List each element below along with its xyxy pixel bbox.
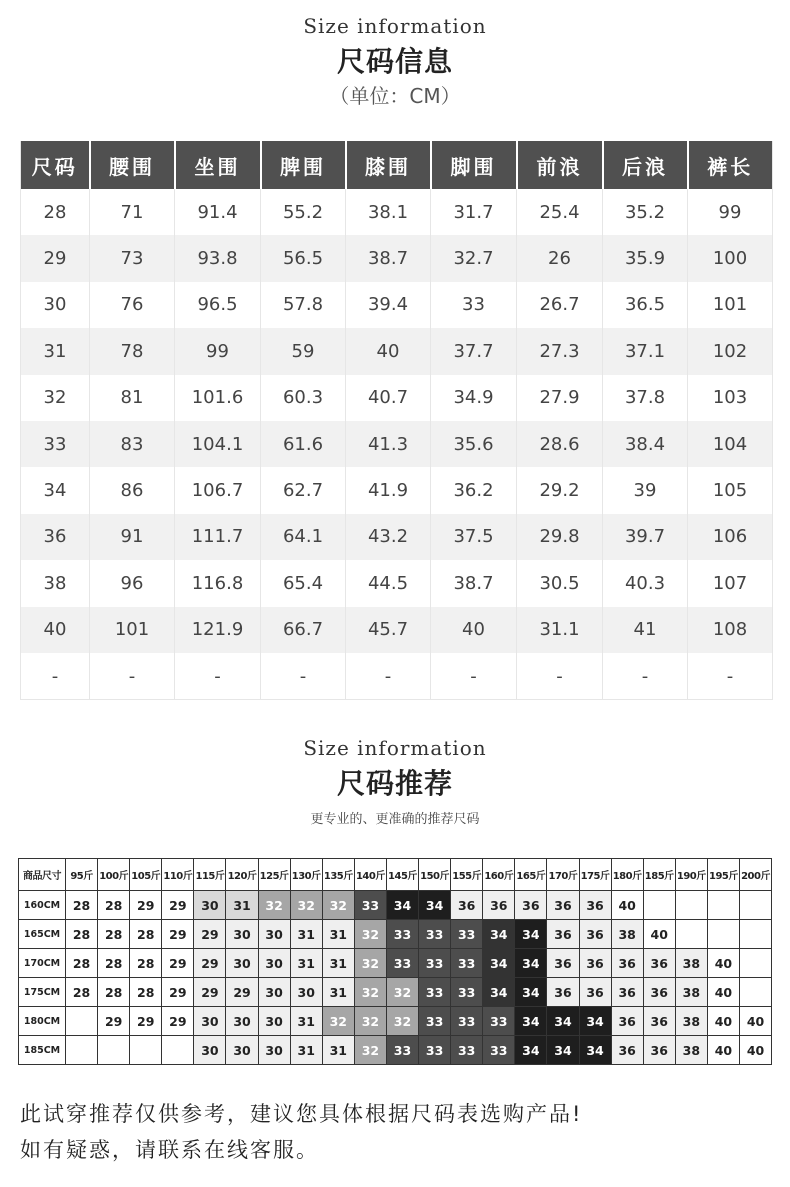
recommended-size-cell: 28 — [130, 978, 162, 1007]
table-cell: 40 — [21, 607, 90, 653]
table-cell: 26.7 — [517, 282, 603, 328]
recommended-size-cell: 36 — [579, 891, 611, 920]
section1-title-zh: 尺码信息 — [336, 45, 453, 78]
table-row — [19, 1007, 772, 1036]
table-cell: 38.7 — [346, 235, 431, 281]
table-cell: 55.2 — [261, 189, 346, 235]
height-label: 165CM — [19, 920, 66, 949]
recommended-size-cell — [643, 891, 675, 920]
size-table — [20, 141, 773, 700]
table-row — [21, 653, 773, 700]
table-cell: 32 — [21, 375, 90, 421]
table-cell: 41.3 — [346, 421, 431, 467]
table-row — [19, 920, 772, 949]
recommended-size-cell: 31 — [290, 920, 322, 949]
table-cell: 35.6 — [431, 421, 517, 467]
recommended-size-cell: 30 — [226, 949, 258, 978]
table-cell: 27.3 — [517, 328, 603, 374]
recommended-size-cell — [739, 949, 771, 978]
recommended-size-cell: 30 — [194, 1007, 226, 1036]
table-cell: 60.3 — [261, 375, 346, 421]
recommended-size-cell: 28 — [66, 978, 98, 1007]
recommended-size-cell: 33 — [419, 1036, 451, 1065]
table-cell: 25.4 — [517, 189, 603, 235]
table-cell: 35.9 — [603, 235, 688, 281]
table-cell: - — [517, 653, 603, 700]
table-cell: 40 — [431, 607, 517, 653]
recommendation-table-header — [19, 859, 772, 891]
weight-header-cell: 165斤 — [515, 859, 547, 891]
recommended-size-cell: 38 — [675, 1007, 707, 1036]
recommended-size-cell: 38 — [675, 949, 707, 978]
table-row — [21, 514, 773, 560]
table-cell: 31.7 — [431, 189, 517, 235]
table-cell: 36 — [21, 514, 90, 560]
size-table-header-cell: 后浪 — [603, 141, 688, 189]
table-row — [21, 421, 773, 467]
recommended-size-cell: 28 — [130, 949, 162, 978]
weight-header-cell: 125斤 — [258, 859, 290, 891]
recommended-size-cell: 32 — [386, 978, 418, 1007]
table-cell: 78 — [90, 328, 175, 374]
recommended-size-cell: 33 — [451, 1036, 483, 1065]
table-cell: 39 — [603, 467, 688, 513]
recommended-size-cell: 32 — [322, 891, 354, 920]
recommended-size-cell — [675, 891, 707, 920]
table-cell: 40.7 — [346, 375, 431, 421]
recommended-size-cell: 29 — [194, 949, 226, 978]
section2-title-zh: 尺码推荐 — [336, 767, 453, 800]
table-cell: 71 — [90, 189, 175, 235]
table-cell: 37.8 — [603, 375, 688, 421]
table-cell: 37.1 — [603, 328, 688, 374]
table-cell: 28.6 — [517, 421, 603, 467]
table-cell: 40 — [346, 328, 431, 374]
table-cell: 93.8 — [175, 235, 261, 281]
table-row — [21, 328, 773, 374]
table-cell: 38.4 — [603, 421, 688, 467]
section2-title-en: Size information — [303, 736, 487, 760]
table-row — [21, 282, 773, 328]
recommended-size-cell: 40 — [643, 920, 675, 949]
weight-header-cell: 170斤 — [547, 859, 579, 891]
recommended-size-cell — [98, 1036, 130, 1065]
table-row — [19, 1036, 772, 1065]
recommended-size-cell: 28 — [66, 949, 98, 978]
recommended-size-cell: 38 — [611, 920, 643, 949]
section1-title-en: Size information — [303, 14, 487, 38]
table-cell: 37.7 — [431, 328, 517, 374]
table-cell: 73 — [90, 235, 175, 281]
recommended-size-cell: 40 — [707, 978, 739, 1007]
weight-header-cell: 120斤 — [226, 859, 258, 891]
table-cell: 33 — [431, 282, 517, 328]
recommended-size-cell — [739, 891, 771, 920]
recommended-size-cell: 30 — [258, 949, 290, 978]
recommended-size-cell — [675, 920, 707, 949]
table-cell: 36.5 — [603, 282, 688, 328]
weight-header-cell: 95斤 — [66, 859, 98, 891]
table-cell: 76 — [90, 282, 175, 328]
table-cell: - — [688, 653, 773, 700]
table-cell: 106.7 — [175, 467, 261, 513]
recommended-size-cell: 29 — [194, 978, 226, 1007]
height-label: 175CM — [19, 978, 66, 1007]
size-table-header — [21, 141, 773, 189]
table-cell: 59 — [261, 328, 346, 374]
weight-header-cell: 185斤 — [643, 859, 675, 891]
size-table-header-cell: 脾围 — [261, 141, 346, 189]
recommended-size-cell: 30 — [226, 1007, 258, 1036]
recommended-size-cell: 31 — [322, 920, 354, 949]
table-cell: 27.9 — [517, 375, 603, 421]
recommended-size-cell: 28 — [66, 920, 98, 949]
height-label: 160CM — [19, 891, 66, 920]
weight-header-cell: 145斤 — [386, 859, 418, 891]
recommended-size-cell: 33 — [419, 949, 451, 978]
table-cell: 38 — [21, 560, 90, 606]
weight-header-cell: 200斤 — [739, 859, 771, 891]
table-cell: 62.7 — [261, 467, 346, 513]
recommended-size-cell: 34 — [515, 1007, 547, 1036]
recommended-size-cell: 33 — [386, 949, 418, 978]
table-cell: 31.1 — [517, 607, 603, 653]
recommended-size-cell: 28 — [98, 978, 130, 1007]
recommended-size-cell: 28 — [66, 891, 98, 920]
table-cell: - — [175, 653, 261, 700]
recommended-size-cell: 36 — [643, 1007, 675, 1036]
recommended-size-cell: 36 — [579, 949, 611, 978]
recommended-size-cell — [739, 978, 771, 1007]
table-cell: 81 — [90, 375, 175, 421]
recommended-size-cell: 33 — [451, 1007, 483, 1036]
recommended-size-cell: 32 — [354, 1007, 386, 1036]
size-table-header-cell: 尺码 — [21, 141, 90, 189]
table-row — [19, 978, 772, 1007]
table-cell: 31 — [21, 328, 90, 374]
table-cell: 29.8 — [517, 514, 603, 560]
table-cell: 99 — [175, 328, 261, 374]
recommended-size-cell: 40 — [739, 1007, 771, 1036]
recommended-size-cell — [162, 1036, 194, 1065]
weight-header-cell: 100斤 — [98, 859, 130, 891]
recommended-size-cell: 36 — [451, 891, 483, 920]
recommended-size-cell: 36 — [579, 978, 611, 1007]
recommended-size-cell: 29 — [98, 1007, 130, 1036]
table-row — [21, 235, 773, 281]
table-row — [21, 560, 773, 606]
weight-header-cell: 105斤 — [130, 859, 162, 891]
table-cell: 45.7 — [346, 607, 431, 653]
recommended-size-cell: 32 — [258, 891, 290, 920]
table-cell: 34.9 — [431, 375, 517, 421]
recommended-size-cell: 30 — [194, 1036, 226, 1065]
table-cell: 111.7 — [175, 514, 261, 560]
recommended-size-cell: 31 — [290, 1036, 322, 1065]
table-cell: 39.4 — [346, 282, 431, 328]
recommended-size-cell: 34 — [483, 920, 515, 949]
table-cell: 64.1 — [261, 514, 346, 560]
table-cell: - — [603, 653, 688, 700]
size-table-header-cell: 坐围 — [175, 141, 261, 189]
table-cell: 43.2 — [346, 514, 431, 560]
table-cell: 40.3 — [603, 560, 688, 606]
recommended-size-cell: 30 — [258, 920, 290, 949]
recommended-size-cell: 33 — [483, 1036, 515, 1065]
table-cell: 102 — [688, 328, 773, 374]
table-row — [19, 891, 772, 920]
weight-header-cell: 135斤 — [322, 859, 354, 891]
weight-header-cell: 115斤 — [194, 859, 226, 891]
table-row — [21, 189, 773, 235]
recommended-size-cell — [707, 920, 739, 949]
table-cell: 65.4 — [261, 560, 346, 606]
table-cell: - — [90, 653, 175, 700]
recommended-size-cell: 29 — [162, 949, 194, 978]
recommended-size-cell: 36 — [579, 920, 611, 949]
height-label: 170CM — [19, 949, 66, 978]
table-cell: 106 — [688, 514, 773, 560]
table-cell: 116.8 — [175, 560, 261, 606]
recommended-size-cell: 34 — [483, 949, 515, 978]
recommended-size-cell: 33 — [451, 920, 483, 949]
recommended-size-cell: 32 — [322, 1007, 354, 1036]
table-cell: - — [261, 653, 346, 700]
recommended-size-cell: 36 — [611, 949, 643, 978]
recommended-size-cell: 34 — [515, 949, 547, 978]
weight-header-cell: 175斤 — [579, 859, 611, 891]
size-table-header-cell: 脚围 — [431, 141, 517, 189]
section2-subtitle: 更专业的、更准确的推荐尺码 — [310, 812, 480, 827]
table-cell: - — [346, 653, 431, 700]
table-cell: 101 — [688, 282, 773, 328]
recommended-size-cell: 29 — [130, 891, 162, 920]
weight-header-cell: 110斤 — [162, 859, 194, 891]
recommended-size-cell: 31 — [290, 1007, 322, 1036]
recommended-size-cell: 34 — [579, 1007, 611, 1036]
table-cell: 30 — [21, 282, 90, 328]
recommended-size-cell: 40 — [611, 891, 643, 920]
height-label: 185CM — [19, 1036, 66, 1065]
recommended-size-cell: 36 — [643, 1036, 675, 1065]
recommended-size-cell: 33 — [354, 891, 386, 920]
recommended-size-cell — [707, 891, 739, 920]
recommended-size-cell: 34 — [515, 920, 547, 949]
table-cell: 61.6 — [261, 421, 346, 467]
recommended-size-cell: 40 — [707, 1007, 739, 1036]
recommended-size-cell: 36 — [643, 949, 675, 978]
size-table-header-cell: 膝围 — [346, 141, 431, 189]
table-cell: 86 — [90, 467, 175, 513]
weight-header-cell: 195斤 — [707, 859, 739, 891]
table-cell: 83 — [90, 421, 175, 467]
table-cell: 96.5 — [175, 282, 261, 328]
recommended-size-cell: 33 — [386, 920, 418, 949]
recommended-size-cell: 33 — [451, 949, 483, 978]
recommended-size-cell: 31 — [290, 949, 322, 978]
recommended-size-cell: 31 — [322, 978, 354, 1007]
recommended-size-cell: 30 — [258, 1007, 290, 1036]
weight-header-cell: 140斤 — [354, 859, 386, 891]
recommended-size-cell — [66, 1007, 98, 1036]
height-label: 180CM — [19, 1007, 66, 1036]
recommended-size-cell: 34 — [547, 1036, 579, 1065]
recommended-size-cell: 38 — [675, 1036, 707, 1065]
recommended-size-cell: 29 — [162, 978, 194, 1007]
recommended-size-cell: 33 — [419, 1007, 451, 1036]
recommended-size-cell: 36 — [611, 978, 643, 1007]
recommended-size-cell: 34 — [483, 978, 515, 1007]
table-row — [21, 467, 773, 513]
recommended-size-cell: 28 — [98, 891, 130, 920]
table-cell: 38.7 — [431, 560, 517, 606]
table-cell: 29 — [21, 235, 90, 281]
recommended-size-cell — [66, 1036, 98, 1065]
table-cell: 32.7 — [431, 235, 517, 281]
recommended-size-cell: 32 — [354, 949, 386, 978]
recommended-size-cell — [130, 1036, 162, 1065]
footer-note-2: 如有疑惑，请联系在线客服。 — [20, 1138, 319, 1162]
weight-header-cell: 180斤 — [611, 859, 643, 891]
recommended-size-cell: 28 — [98, 949, 130, 978]
recommended-size-cell: 36 — [547, 920, 579, 949]
recommended-size-cell: 40 — [707, 949, 739, 978]
table-cell: 30.5 — [517, 560, 603, 606]
recommended-size-cell: 36 — [547, 978, 579, 1007]
recommended-size-cell: 30 — [226, 920, 258, 949]
recommended-size-cell: 31 — [322, 1036, 354, 1065]
table-cell: 37.5 — [431, 514, 517, 560]
table-cell: 41 — [603, 607, 688, 653]
recommended-size-cell: 31 — [226, 891, 258, 920]
footer-note-1: 此试穿推荐仅供参考，建议您具体根据尺码表选购产品! — [20, 1102, 583, 1126]
recommended-size-cell: 29 — [162, 891, 194, 920]
table-cell: 38.1 — [346, 189, 431, 235]
table-cell: 101 — [90, 607, 175, 653]
table-cell: 41.9 — [346, 467, 431, 513]
recommended-size-cell: 29 — [130, 1007, 162, 1036]
section1-unit: （单位：CM） — [329, 84, 461, 108]
table-row — [21, 375, 773, 421]
recommended-size-cell: 33 — [419, 978, 451, 1007]
table-cell: - — [431, 653, 517, 700]
table-cell: 99 — [688, 189, 773, 235]
table-cell: 57.8 — [261, 282, 346, 328]
recommended-size-cell: 33 — [483, 1007, 515, 1036]
table-cell: 104 — [688, 421, 773, 467]
recommended-size-cell: 34 — [515, 1036, 547, 1065]
table-cell: 36.2 — [431, 467, 517, 513]
table-cell: 103 — [688, 375, 773, 421]
recommended-size-cell: 32 — [354, 978, 386, 1007]
table-cell: 104.1 — [175, 421, 261, 467]
table-cell: - — [21, 653, 90, 700]
table-cell: 44.5 — [346, 560, 431, 606]
recommended-size-cell: 28 — [98, 920, 130, 949]
size-table-header-cell: 腰围 — [90, 141, 175, 189]
weight-header-cell: 130斤 — [290, 859, 322, 891]
table-cell: 101.6 — [175, 375, 261, 421]
size-table-header-cell: 裤长 — [688, 141, 773, 189]
recommended-size-cell: 32 — [290, 891, 322, 920]
table-cell: 56.5 — [261, 235, 346, 281]
table-cell: 107 — [688, 560, 773, 606]
recommended-size-cell: 30 — [290, 978, 322, 1007]
recommended-size-cell: 36 — [611, 1007, 643, 1036]
recommended-size-cell: 32 — [386, 1007, 418, 1036]
size-table-header-cell: 前浪 — [517, 141, 603, 189]
table-cell: 121.9 — [175, 607, 261, 653]
recommended-size-cell: 34 — [547, 1007, 579, 1036]
table-cell: 35.2 — [603, 189, 688, 235]
table-cell: 108 — [688, 607, 773, 653]
recommended-size-cell: 28 — [130, 920, 162, 949]
recommended-size-cell: 36 — [643, 978, 675, 1007]
recommended-size-cell: 36 — [515, 891, 547, 920]
table-cell: 91 — [90, 514, 175, 560]
weight-header-cell: 190斤 — [675, 859, 707, 891]
recommended-size-cell: 38 — [675, 978, 707, 1007]
recommended-size-cell: 31 — [322, 949, 354, 978]
table-cell: 105 — [688, 467, 773, 513]
recommended-size-cell: 36 — [483, 891, 515, 920]
recommended-size-cell: 36 — [547, 949, 579, 978]
recommended-size-cell: 40 — [707, 1036, 739, 1065]
recommended-size-cell: 30 — [226, 1036, 258, 1065]
recommended-size-cell: 30 — [258, 1036, 290, 1065]
recommended-size-cell: 33 — [419, 920, 451, 949]
weight-header-cell: 150斤 — [419, 859, 451, 891]
recommended-size-cell: 30 — [258, 978, 290, 1007]
recommended-size-cell: 33 — [386, 1036, 418, 1065]
table-cell: 39.7 — [603, 514, 688, 560]
recommended-size-cell: 30 — [194, 891, 226, 920]
recommended-size-cell: 32 — [354, 920, 386, 949]
recommended-size-cell: 36 — [547, 891, 579, 920]
recommended-size-cell — [739, 920, 771, 949]
table-cell: 66.7 — [261, 607, 346, 653]
table-row — [21, 607, 773, 653]
recommended-size-cell: 32 — [354, 1036, 386, 1065]
table-cell: 33 — [21, 421, 90, 467]
table-cell: 96 — [90, 560, 175, 606]
table-cell: 34 — [21, 467, 90, 513]
recommendation-table — [18, 858, 772, 1065]
table-cell: 91.4 — [175, 189, 261, 235]
recommended-size-cell: 33 — [451, 978, 483, 1007]
recommended-size-cell: 29 — [194, 920, 226, 949]
recommended-size-cell: 34 — [419, 891, 451, 920]
weight-header-cell: 155斤 — [451, 859, 483, 891]
table-cell: 26 — [517, 235, 603, 281]
table-row — [19, 949, 772, 978]
recommended-size-cell: 40 — [739, 1036, 771, 1065]
recommended-size-cell: 34 — [386, 891, 418, 920]
weight-header-cell: 160斤 — [483, 859, 515, 891]
recommended-size-cell: 29 — [226, 978, 258, 1007]
table-cell: 29.2 — [517, 467, 603, 513]
recommended-size-cell: 34 — [515, 978, 547, 1007]
table-cell: 28 — [21, 189, 90, 235]
recommended-size-cell: 36 — [611, 1036, 643, 1065]
recommendation-corner-label: 商品尺寸 — [19, 859, 66, 891]
table-cell: 100 — [688, 235, 773, 281]
recommended-size-cell: 29 — [162, 1007, 194, 1036]
recommended-size-cell: 29 — [162, 920, 194, 949]
recommended-size-cell: 34 — [579, 1036, 611, 1065]
